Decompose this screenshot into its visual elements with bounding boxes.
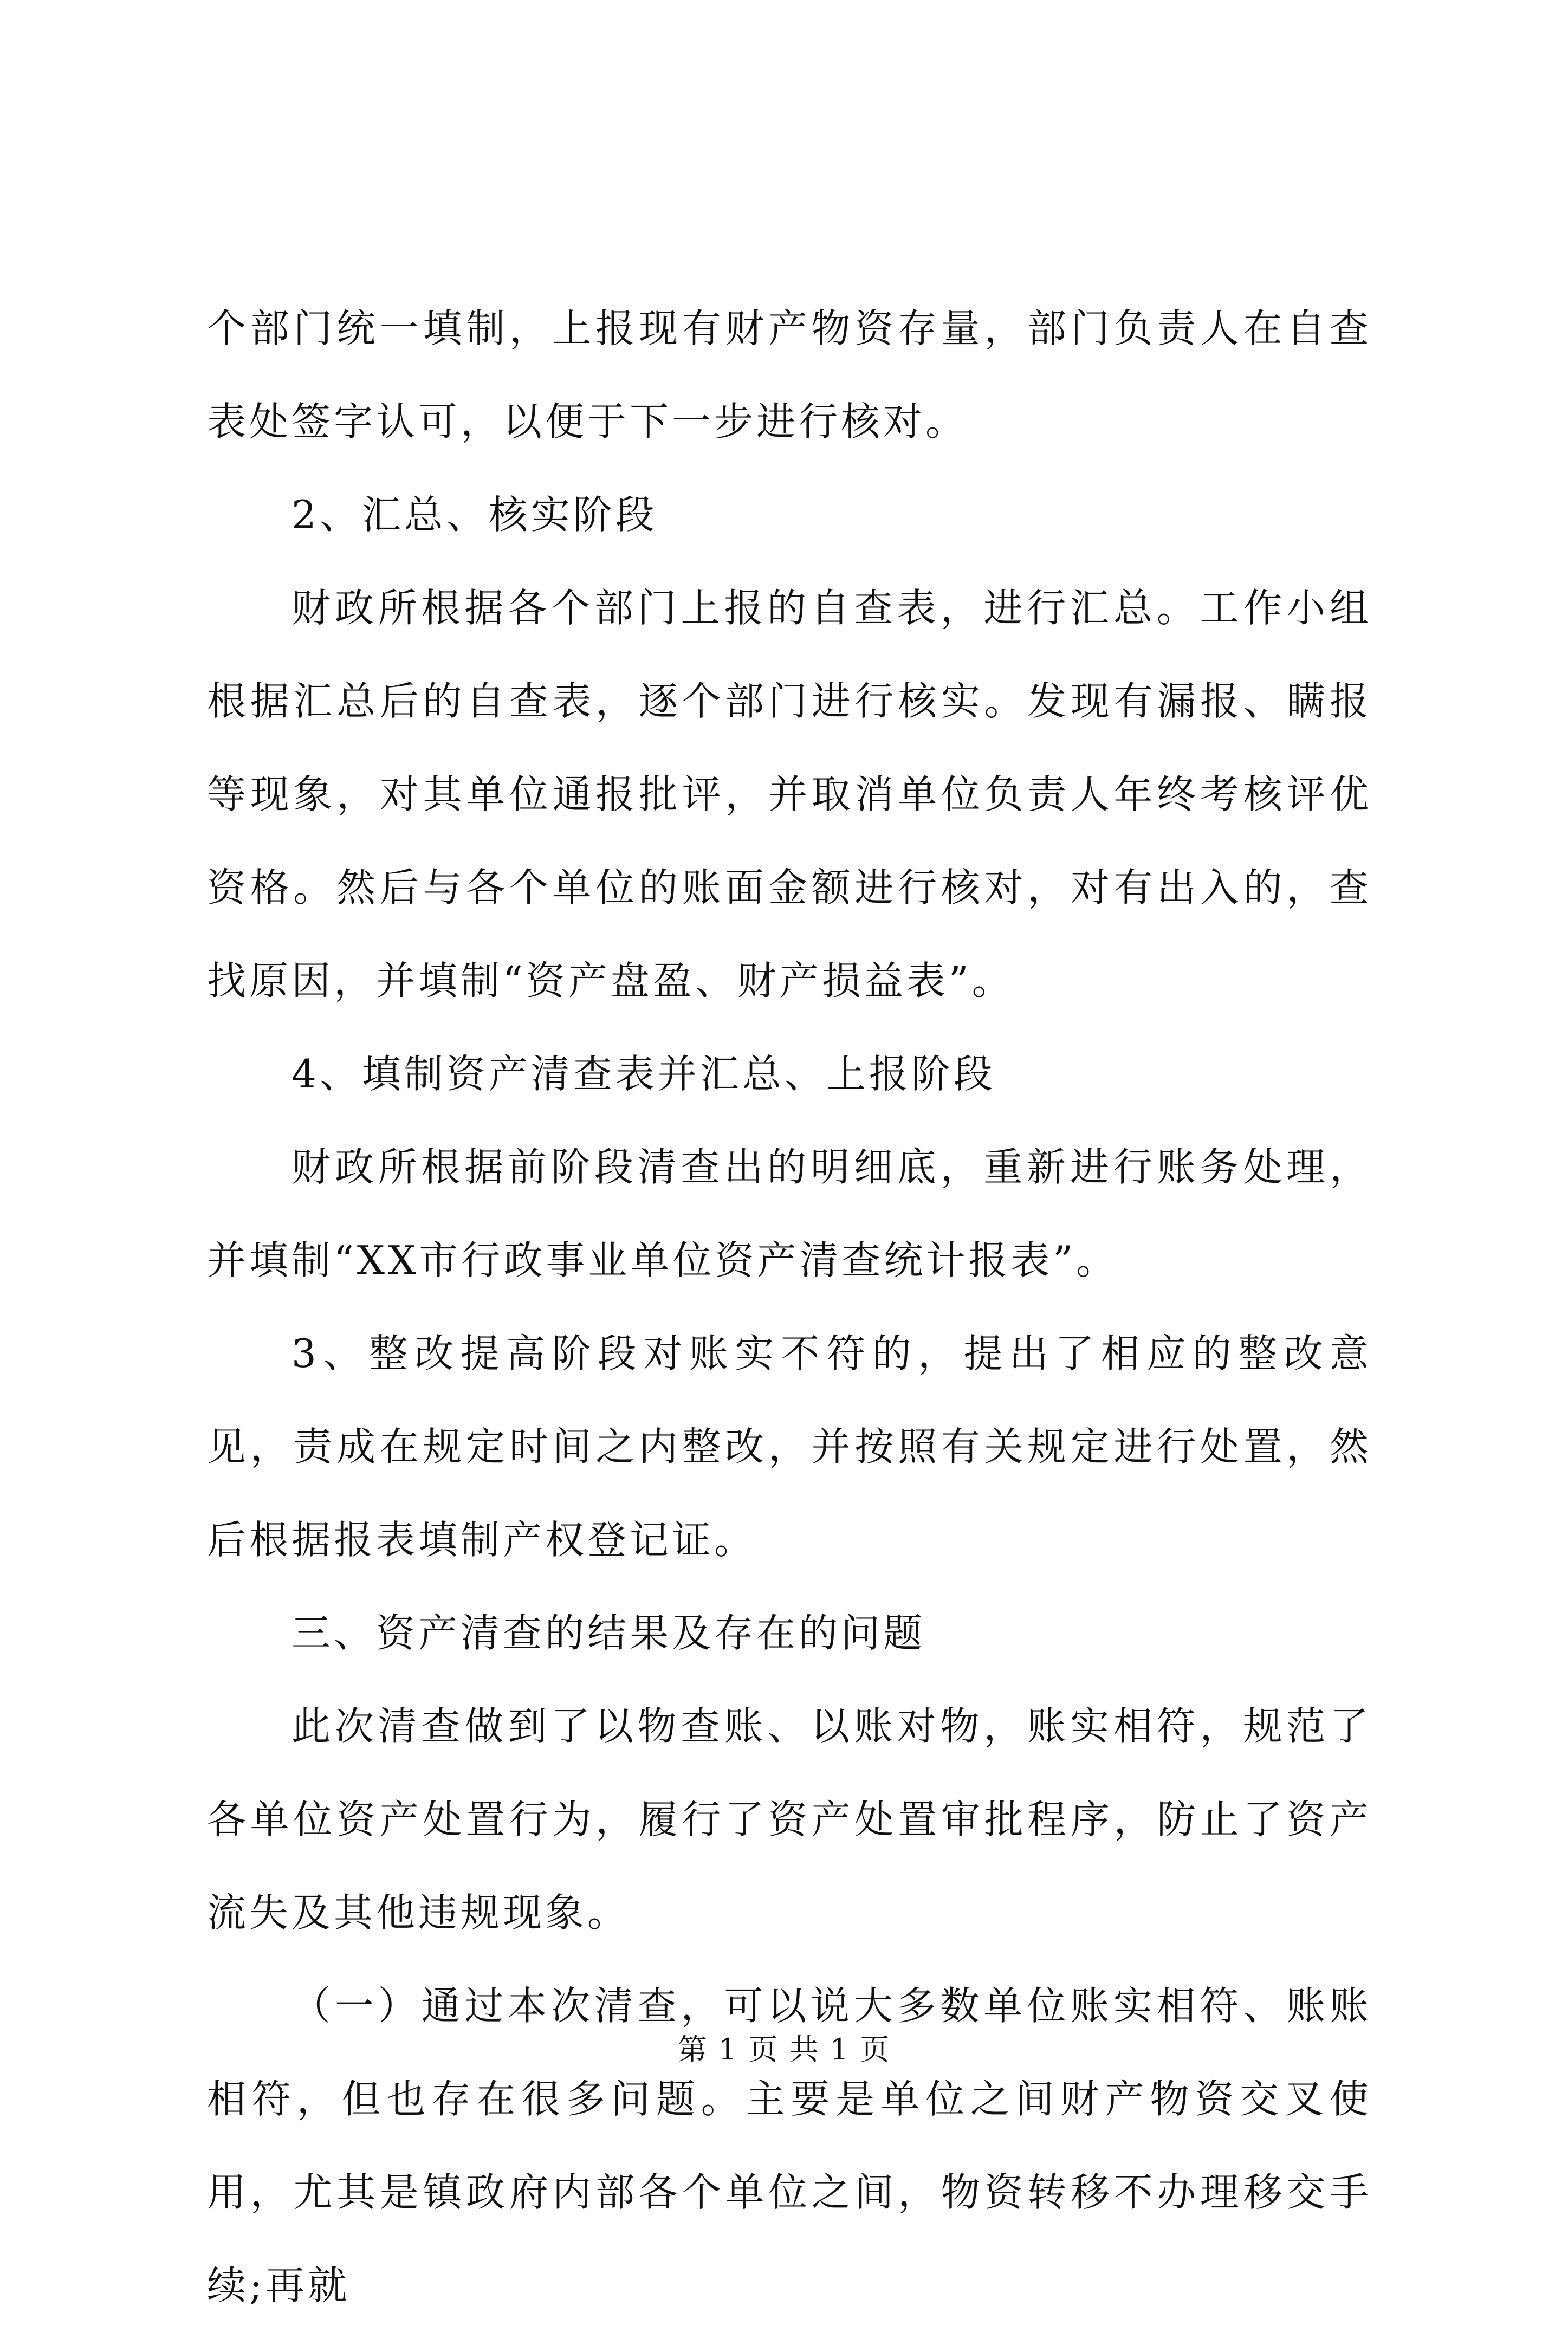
paragraph-1: 个部门统一填制，上报现有财产物资存量，部门负责人在自查表处签字认可，以便于下一步进行核对。: [207, 306, 1372, 444]
section-heading-summary-verification: 2、汇总、核实阶段: [291, 492, 658, 537]
paragraph-3: 财政所根据各个部门上报的自查表，进行汇总。工作小组根据汇总后的自查表，逐个部门进行核实。发现有漏报、瞒报等现象，对其单位通报批评，并取消单位负责人年终考核评优资格。然后与各个单位的账面金额进行核对，对有出入的，查找原因，并填制“资产盘盈、财产损益表”。: [207, 585, 1372, 1003]
section-heading-results-problems: 三、资产清查的结果及存在的问题: [291, 1610, 926, 1656]
paragraph-5: 财政所根据前阶段清查出的明细底，重新进行账务处理，并填制“XX市行政事业单位资产清查统计报表”。: [207, 1144, 1372, 1283]
paragraph-8: 此次清查做到了以物查账、以账对物，账实相符，规范了各单位资产处置行为，履行了资产处置审批程序，防止了资产流失及其他违规现象。: [207, 1703, 1372, 1935]
section-heading-fill-report: 4、填制资产清查表并汇总、上报阶段: [291, 1051, 996, 1097]
page-footer: 第 1 页 共 1 页: [677, 2032, 891, 2067]
document-body: [207, 282, 1372, 2332]
paragraph-6: 3、整改提高阶段对账实不符的，提出了相应的整改意见，责成在规定时间之内整改，并按照有关规定进行处置，然后根据报表填制产权登记证。: [207, 1331, 1372, 1563]
paragraph-9: （一）通过本次清查，可以说大多数单位账实相符、账账相符，但也存在很多问题。主要是单位之间财产物资交叉使用，尤其是镇政府内部各个单位之间，物资转移不办理移交手续;再就: [207, 1983, 1372, 2308]
